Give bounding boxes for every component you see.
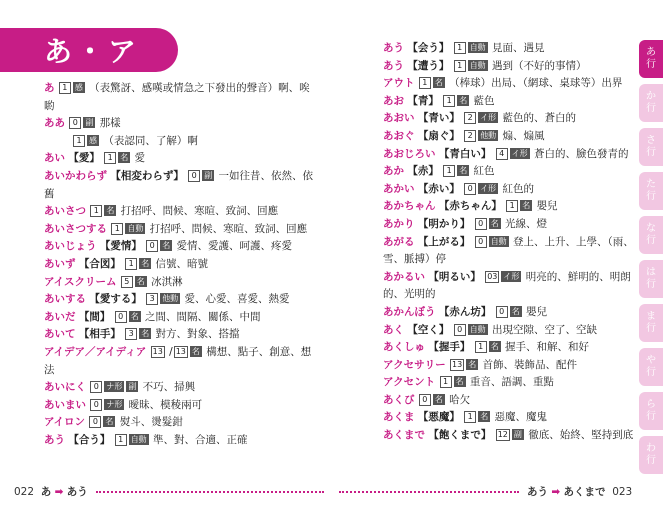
accent-number-box: 0 bbox=[454, 324, 466, 336]
left-entry-column bbox=[44, 80, 316, 449]
part-of-speech-tag: 名 bbox=[136, 276, 145, 286]
entry-kanji: 【相変わらず】 bbox=[110, 169, 184, 182]
accent-number-box: 1 bbox=[59, 82, 71, 94]
entry-headword: あいかわらず bbox=[44, 169, 107, 182]
accent-number-box: 1 bbox=[454, 42, 466, 54]
accent-number-box: 3 bbox=[146, 293, 158, 305]
entry-kanji: 【飽くまで】 bbox=[428, 429, 492, 442]
entry-headword: あ bbox=[44, 82, 55, 94]
section-header-banner bbox=[0, 28, 178, 72]
entry-headword: あいさつ bbox=[44, 205, 86, 218]
range-end: あくまで bbox=[563, 486, 606, 498]
entry-headword: あう bbox=[383, 59, 404, 72]
index-tab-suffix: 行 bbox=[646, 147, 656, 158]
entry-kanji: 【空く】 bbox=[407, 323, 450, 336]
entry-headword: あいする bbox=[44, 293, 86, 306]
part-of-speech-tag: 名 bbox=[490, 342, 499, 352]
range-start: あ bbox=[40, 486, 52, 498]
left-footer bbox=[14, 484, 88, 499]
accent-number-box: 13 bbox=[152, 346, 163, 356]
part-of-speech-tag: 他動 bbox=[480, 130, 497, 140]
entry-headword: あいじょう bbox=[44, 240, 97, 253]
entry-definition: 明亮的、鮮明的、明朗的、光明的 bbox=[383, 270, 631, 301]
part-of-speech-tag: 自動 bbox=[130, 434, 147, 444]
accent-number-box: 0 bbox=[146, 240, 158, 252]
entry-headword: あがる bbox=[383, 235, 415, 248]
arrow-right-icon: ➡ bbox=[54, 486, 64, 498]
dictionary-entry bbox=[383, 409, 639, 427]
entry-definition: 準、對、合適、正確 bbox=[149, 433, 248, 446]
index-tab-suffix: 行 bbox=[646, 367, 656, 378]
part-of-speech-tag: イ形 bbox=[480, 113, 497, 123]
accent-number-box: 0 bbox=[89, 416, 101, 428]
entry-headword: あくび bbox=[383, 393, 415, 406]
entry-kanji: 【扇ぐ】 bbox=[417, 129, 460, 142]
index-tab-kana: わ bbox=[646, 443, 656, 454]
entry-headword: アクセント bbox=[383, 376, 436, 389]
entry-kanji: 【相手】 bbox=[78, 328, 121, 341]
dictionary-entry bbox=[44, 414, 316, 432]
entry-headword: あいさつする bbox=[44, 222, 107, 235]
dictionary-entry bbox=[383, 146, 639, 164]
entry-definition: 愛情、愛護、呵護、疼愛 bbox=[173, 240, 293, 253]
accent-number-box: 0 bbox=[464, 183, 476, 195]
index-tab-か[interactable] bbox=[639, 84, 663, 122]
accent-number-box: 0 bbox=[496, 306, 508, 318]
entry-headword: あか bbox=[383, 165, 404, 178]
accent-number-box: 1 bbox=[454, 60, 466, 72]
dictionary-entry bbox=[383, 198, 639, 216]
accent-number-box: 1 bbox=[111, 223, 123, 235]
index-tab-suffix: 行 bbox=[646, 411, 656, 422]
dictionary-entry bbox=[383, 181, 639, 199]
dictionary-entry bbox=[44, 133, 316, 151]
entry-kanji: 【赤い】 bbox=[417, 182, 460, 195]
entry-headword: あかるい bbox=[383, 270, 425, 283]
index-tab-suffix: 行 bbox=[646, 279, 656, 290]
entry-headword: あかちゃん bbox=[383, 200, 436, 213]
entry-definition: 藍色的、蒼白的 bbox=[499, 112, 577, 125]
accent-number-box: 2 bbox=[464, 112, 476, 124]
index-tab-kana: ら bbox=[646, 399, 656, 410]
part-of-speech-tag: 名 bbox=[120, 153, 129, 163]
entry-definition: 熨斗、燙髮鉗 bbox=[116, 416, 183, 429]
entry-headword: あおぐ bbox=[383, 129, 415, 142]
range-start: あう bbox=[527, 486, 548, 498]
dictionary-entry bbox=[383, 75, 639, 93]
arrow-right-icon: ➡ bbox=[551, 486, 561, 498]
part-of-speech-tag: 名 bbox=[480, 412, 489, 422]
part-of-speech-tag: 他動 bbox=[162, 294, 179, 304]
index-tab-suffix: 行 bbox=[646, 191, 656, 202]
entry-headword: あお bbox=[383, 94, 404, 107]
dictionary-entry bbox=[44, 344, 316, 379]
entry-headword: あおい bbox=[383, 112, 415, 125]
accent-number-box: 0 bbox=[69, 117, 81, 129]
entry-kanji: 【青】 bbox=[407, 94, 439, 107]
index-tab-た[interactable] bbox=[639, 172, 663, 210]
dictionary-entry bbox=[44, 238, 316, 256]
entry-definition: 重音、語調、重點 bbox=[466, 376, 554, 389]
index-tab-kana: ま bbox=[646, 311, 656, 322]
accent-number-box: 12 bbox=[497, 430, 508, 440]
dictionary-entry bbox=[44, 309, 316, 327]
dictionary-entry bbox=[383, 128, 639, 146]
entry-definition: （棒球）出局、（網球、桌球等）出界 bbox=[445, 77, 623, 90]
left-page bbox=[0, 0, 330, 517]
part-of-speech-tag: 副 bbox=[513, 430, 522, 440]
accent-number-box: 3 bbox=[125, 328, 137, 340]
dictionary-entry bbox=[383, 269, 639, 304]
entry-definition: 曖昧、模稜兩可 bbox=[125, 398, 203, 411]
part-of-speech-tag: 名 bbox=[434, 394, 443, 404]
part-of-speech-tag: 名 bbox=[459, 95, 468, 105]
part-of-speech-tag: 名 bbox=[455, 377, 464, 387]
dictionary-entry bbox=[44, 221, 316, 239]
part-of-speech-tag: 名 bbox=[522, 201, 531, 211]
entry-headword: あいて bbox=[44, 328, 76, 341]
entry-headword: アイロン bbox=[44, 416, 86, 429]
entry-definition: 打招呼、問候、寒暄、致詞、回應 bbox=[117, 205, 279, 218]
entry-definition: 登上、上升、上學、（雨、雪、脈搏）停 bbox=[383, 235, 634, 266]
entry-definition: 紅色的 bbox=[499, 182, 535, 195]
dictionary-entry bbox=[44, 379, 316, 397]
entry-headword: あかり bbox=[383, 217, 415, 230]
entry-kanji: 【愛】 bbox=[68, 152, 100, 165]
accent-number-box: 1 bbox=[115, 434, 127, 446]
entry-kanji: 【赤】 bbox=[407, 165, 439, 178]
entry-headword: アウト bbox=[383, 77, 415, 90]
part-of-speech-tag: 名 bbox=[468, 359, 477, 369]
dictionary-entry bbox=[44, 80, 316, 115]
entry-headword: アクセサリー bbox=[383, 358, 446, 371]
entry-definition: / bbox=[165, 345, 173, 358]
index-tab-suffix: 行 bbox=[646, 59, 656, 70]
index-tab-あ[interactable] bbox=[639, 40, 663, 78]
page-number: 022 bbox=[14, 486, 35, 498]
index-tabs bbox=[639, 40, 663, 480]
entry-kanji: 【会う】 bbox=[407, 42, 450, 54]
dictionary-entry bbox=[383, 58, 639, 76]
accent-number-box: 1 bbox=[464, 411, 476, 423]
entry-definition: 打招呼、問候、寒暄、致詞、回應 bbox=[146, 222, 308, 235]
part-of-speech-tag: イ形 bbox=[480, 183, 497, 193]
dictionary-entry bbox=[383, 234, 639, 269]
entry-definition: 不巧、掃興 bbox=[139, 381, 196, 394]
part-of-speech-tag: 自動 bbox=[469, 60, 486, 70]
dictionary-entry bbox=[383, 392, 639, 410]
entry-headword: あくま bbox=[383, 411, 415, 424]
index-tab-は[interactable] bbox=[639, 260, 663, 298]
dictionary-entry bbox=[44, 168, 316, 203]
entry-definition: 對方、對象、搭擋 bbox=[152, 328, 240, 341]
entry-headword: あいまい bbox=[44, 398, 86, 411]
dictionary-entry bbox=[383, 357, 639, 375]
entry-headword: あいず bbox=[44, 257, 76, 270]
entry-definition: 惡魔、魔鬼 bbox=[491, 411, 548, 424]
index-tab-suffix: 行 bbox=[646, 323, 656, 334]
accent-number-box: 2 bbox=[464, 130, 476, 142]
accent-number-box: 0 bbox=[419, 394, 431, 406]
entry-definition: 之間、間隔、關係、中間 bbox=[141, 310, 261, 323]
dictionary-entry bbox=[44, 115, 316, 133]
accent-number-box: 4 bbox=[496, 148, 508, 160]
index-tab-な[interactable] bbox=[639, 216, 663, 254]
entry-kanji: 【合図】 bbox=[78, 257, 121, 270]
entry-kanji: 【遭う】 bbox=[407, 59, 450, 72]
dictionary-entry bbox=[383, 304, 639, 322]
accent-number-box: 0 bbox=[475, 218, 487, 230]
dictionary-entry bbox=[383, 93, 639, 111]
index-tab-suffix: 行 bbox=[646, 455, 656, 466]
accent-number-box: 1 bbox=[125, 258, 137, 270]
entry-definition: 哈欠 bbox=[445, 393, 471, 406]
accent-number-box: 0 bbox=[115, 311, 127, 323]
entry-kanji: 【上がる】 bbox=[417, 235, 471, 248]
part-of-speech-tag: 名 bbox=[191, 346, 200, 356]
entry-headword: あいだ bbox=[44, 310, 76, 323]
entry-headword: あかんぼう bbox=[383, 305, 436, 318]
dictionary-entry bbox=[383, 374, 639, 392]
entry-kanji: 【赤ちゃん】 bbox=[438, 200, 502, 213]
footer-divider bbox=[339, 491, 519, 493]
entry-definition: （表驚訝、感嘆或情急之下發出的聲音）啊、唉喲 bbox=[44, 82, 310, 112]
dictionary-entry bbox=[383, 339, 639, 357]
entry-headword: あく bbox=[383, 323, 404, 336]
entry-kanji: 【愛情】 bbox=[99, 240, 142, 253]
entry-definition: 嬰兒 bbox=[522, 305, 548, 318]
entry-definition: 信號、暗號 bbox=[152, 257, 209, 270]
accent-number-box: 1 bbox=[506, 200, 518, 212]
footer-divider bbox=[96, 491, 324, 493]
entry-kanji: 【明かり】 bbox=[417, 217, 471, 230]
part-of-speech-tag: 自動 bbox=[469, 324, 486, 334]
accent-number-box: 1 bbox=[73, 135, 85, 147]
entry-definition: 煽、煽風 bbox=[499, 129, 545, 142]
entry-definition: 見面、遇見 bbox=[488, 42, 545, 54]
accent-number-box: 1 bbox=[90, 205, 102, 217]
accent-number-box: 03 bbox=[487, 271, 498, 281]
dictionary-entry bbox=[44, 256, 316, 274]
index-tab-suffix: 行 bbox=[646, 103, 656, 114]
entry-definition: 構想、點子、創意、想法 bbox=[44, 345, 312, 376]
entry-definition: 徹底、始終、堅持到底 bbox=[524, 429, 634, 442]
right-footer bbox=[527, 484, 632, 499]
entry-definition: （表認同、了解）啊 bbox=[100, 134, 198, 147]
entry-headword: アイデア／アイディア bbox=[44, 345, 147, 358]
entry-headword: あくまで bbox=[383, 429, 425, 442]
part-of-speech-tag: 名 bbox=[141, 258, 150, 268]
part-of-speech-tag: ナ形 bbox=[106, 399, 123, 409]
entry-definition: 紅色 bbox=[470, 165, 495, 178]
entry-kanji: 【合う】 bbox=[68, 433, 111, 446]
part-of-speech-tag: 名 bbox=[141, 329, 150, 339]
part-of-speech-tag: 副 bbox=[204, 170, 213, 180]
right-entry-column bbox=[383, 40, 639, 445]
entry-definition: 冰淇淋 bbox=[147, 275, 183, 288]
accent-number-box: 5 bbox=[121, 276, 133, 288]
entry-kanji: 【愛する】 bbox=[89, 293, 142, 306]
dictionary-entry bbox=[383, 322, 639, 340]
accent-number-box: 0 bbox=[475, 236, 487, 248]
entry-headword: あう bbox=[44, 433, 65, 446]
entry-definition: 嬰兒 bbox=[533, 200, 558, 213]
entry-kanji: 【握手】 bbox=[428, 341, 471, 354]
entry-definition: 藍色 bbox=[470, 94, 495, 107]
entry-headword: ああ bbox=[44, 117, 65, 130]
range-end: あう bbox=[66, 486, 88, 498]
accent-number-box: 0 bbox=[90, 399, 102, 411]
entry-definition: 那樣 bbox=[96, 117, 121, 130]
dictionary-entry bbox=[383, 40, 639, 58]
index-tab-kana: た bbox=[646, 179, 656, 190]
index-tab-さ[interactable] bbox=[639, 128, 663, 166]
entry-headword: あいにく bbox=[44, 381, 86, 394]
entry-definition: 出現空隙、空了、空缺 bbox=[488, 323, 598, 336]
entry-definition: 愛 bbox=[131, 152, 146, 165]
part-of-speech-tag: 名 bbox=[130, 311, 139, 321]
index-tab-ま[interactable] bbox=[639, 304, 663, 342]
part-of-speech-tag: 副 bbox=[128, 382, 137, 392]
section-header-title: あ・ア bbox=[44, 35, 141, 68]
part-of-speech-tag: 感 bbox=[89, 135, 97, 145]
page-number: 023 bbox=[612, 486, 633, 498]
entry-headword: あう bbox=[383, 42, 404, 54]
part-of-speech-tag: 名 bbox=[490, 218, 499, 228]
accent-number-box: 13 bbox=[175, 346, 186, 356]
dictionary-entry bbox=[44, 291, 316, 309]
index-tab-kana: さ bbox=[646, 135, 656, 146]
accent-number-box: 0 bbox=[90, 381, 102, 393]
entry-kanji: 【赤ん坊】 bbox=[438, 305, 492, 318]
part-of-speech-tag: 自動 bbox=[490, 236, 507, 246]
accent-number-box: 0 bbox=[188, 170, 200, 182]
dictionary-entry bbox=[44, 432, 316, 450]
accent-number-box: 1 bbox=[475, 341, 487, 353]
part-of-speech-tag: 名 bbox=[511, 306, 520, 316]
index-tab-kana: か bbox=[646, 91, 656, 102]
accent-number-box: 1 bbox=[443, 165, 455, 177]
dictionary-entry bbox=[383, 110, 639, 128]
dictionary-entry bbox=[44, 326, 316, 344]
dictionary-entry bbox=[44, 203, 316, 221]
entry-headword: あかい bbox=[383, 182, 415, 195]
right-page bbox=[333, 0, 663, 517]
entry-definition: 首飾、裝飾品、配件 bbox=[479, 358, 578, 371]
dictionary-entry bbox=[383, 163, 639, 181]
accent-number-box: 1 bbox=[443, 95, 455, 107]
part-of-speech-tag: 名 bbox=[106, 206, 115, 216]
entry-kanji: 【悪魔】 bbox=[417, 411, 460, 424]
index-tab-suffix: 行 bbox=[646, 235, 656, 246]
index-tab-や[interactable] bbox=[639, 348, 663, 386]
entry-kanji: 【明るい】 bbox=[428, 270, 481, 283]
entry-definition: 遇到（不好的事情） bbox=[488, 59, 587, 72]
part-of-speech-tag: 名 bbox=[459, 166, 468, 176]
entry-definition: 一如往昔、依然、依舊 bbox=[44, 169, 314, 200]
dictionary-entry bbox=[383, 427, 639, 445]
entry-kanji: 【青白い】 bbox=[438, 147, 492, 160]
entry-definition: 握手、和解、和好 bbox=[501, 341, 590, 354]
entry-kanji: 【間】 bbox=[78, 310, 111, 323]
index-tab-kana: あ bbox=[646, 47, 656, 58]
part-of-speech-tag: 感 bbox=[74, 83, 83, 92]
part-of-speech-tag: 自動 bbox=[469, 43, 486, 52]
part-of-speech-tag: イ形 bbox=[503, 271, 520, 281]
part-of-speech-tag: イ形 bbox=[511, 148, 528, 158]
index-tab-kana: や bbox=[646, 355, 656, 366]
entry-kanji: 【青い】 bbox=[417, 112, 460, 125]
dictionary-entry bbox=[44, 397, 316, 415]
accent-number-box: 1 bbox=[419, 77, 431, 89]
index-tab-kana: は bbox=[646, 267, 656, 278]
index-tab-わ[interactable] bbox=[639, 436, 663, 474]
part-of-speech-tag: ナ形 bbox=[106, 382, 123, 392]
index-tab-kana: な bbox=[646, 223, 656, 234]
accent-number-box: 1 bbox=[104, 152, 116, 164]
dictionary-entry bbox=[383, 216, 639, 234]
part-of-speech-tag: 名 bbox=[105, 417, 114, 427]
part-of-speech-tag: 名 bbox=[162, 241, 171, 251]
accent-number-box: 1 bbox=[440, 376, 452, 388]
dictionary-entry bbox=[44, 274, 316, 292]
entry-headword: あい bbox=[44, 152, 65, 165]
entry-headword: アイスクリーム bbox=[44, 275, 117, 288]
entry-headword: あくしゅ bbox=[383, 341, 425, 354]
part-of-speech-tag: 自動 bbox=[127, 223, 144, 233]
index-tab-ら[interactable] bbox=[639, 392, 663, 430]
entry-definition: 愛、心愛、喜愛、熱愛 bbox=[181, 293, 290, 306]
dictionary-entry bbox=[44, 150, 316, 168]
entry-definition: 蒼白的、臉色發青的 bbox=[530, 147, 629, 160]
part-of-speech-tag: 名 bbox=[434, 78, 443, 88]
part-of-speech-tag: 副 bbox=[85, 118, 94, 128]
accent-number-box: 13 bbox=[452, 359, 463, 369]
entry-headword: あおじろい bbox=[383, 147, 436, 160]
entry-definition: 光線、燈 bbox=[501, 217, 548, 230]
